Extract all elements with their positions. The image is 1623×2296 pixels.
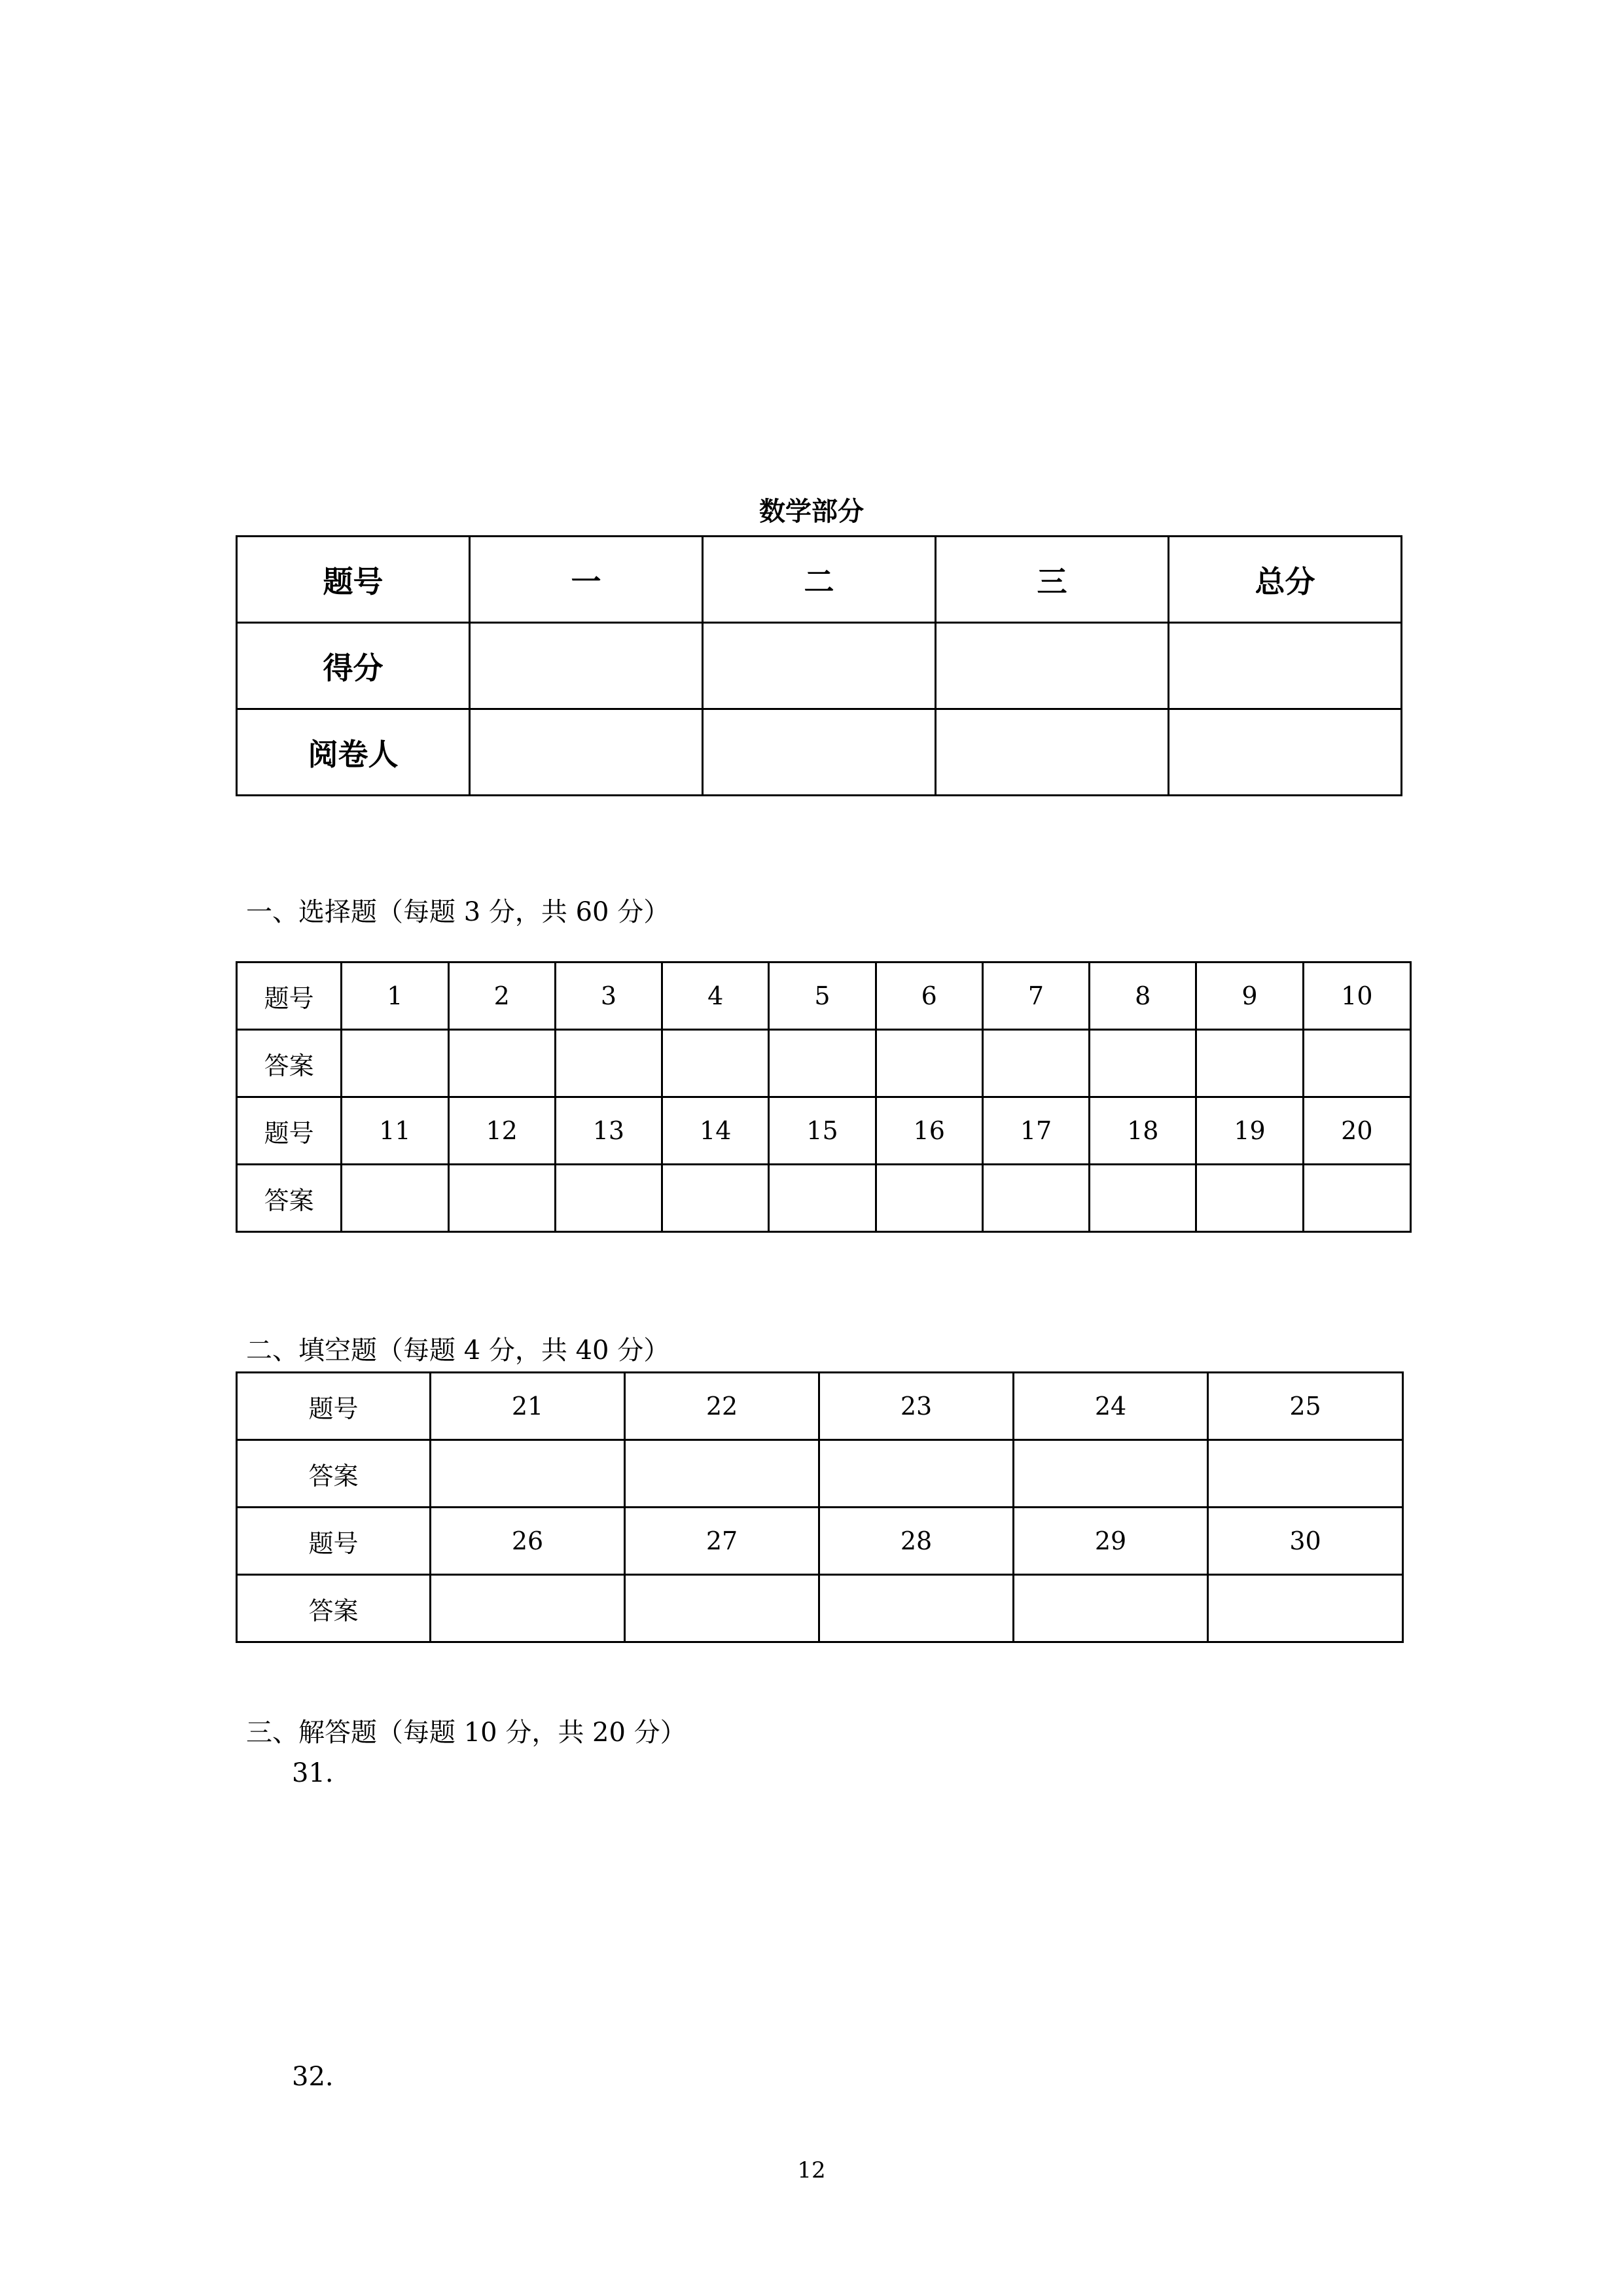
question-number-cell: 16 (876, 1097, 982, 1165)
score-cell[interactable] (1169, 623, 1402, 709)
answer-cell[interactable] (1196, 1030, 1303, 1097)
question-number-cell: 22 (625, 1373, 819, 1440)
table-row (237, 1440, 1403, 1508)
question-number-cell: 11 (342, 1097, 448, 1165)
answer-cell[interactable] (1196, 1165, 1303, 1232)
score-cell[interactable] (936, 623, 1169, 709)
question-number-cell: 1 (342, 963, 448, 1030)
score-table (236, 535, 1402, 796)
answer-cell[interactable] (625, 1440, 819, 1508)
section-heading-fill: 二、填空题（每题 4 分，共 40 分） (246, 1335, 670, 1366)
question-number-cell: 20 (1303, 1097, 1410, 1165)
question-number-cell: 15 (769, 1097, 876, 1165)
score-table-row (237, 623, 1402, 709)
score-table-header-row (237, 537, 1402, 623)
answer-cell[interactable] (1303, 1165, 1410, 1232)
table-row (237, 1508, 1403, 1575)
score-row-label: 得分 (237, 623, 470, 709)
row-label-answer: 答案 (237, 1440, 431, 1508)
score-header-cell: 二 (703, 537, 936, 623)
score-header-cell: 总分 (1169, 537, 1402, 623)
question-number-cell: 5 (769, 963, 876, 1030)
row-label-number: 题号 (237, 1097, 342, 1165)
question-number-cell: 27 (625, 1508, 819, 1575)
answer-cell[interactable] (555, 1030, 662, 1097)
question-number-cell: 21 (431, 1373, 625, 1440)
section-heading-solve: 三、解答题（每题 10 分，共 20 分） (246, 1718, 687, 1748)
grader-cell[interactable] (703, 709, 936, 796)
row-label-number: 题号 (237, 963, 342, 1030)
answer-cell[interactable] (769, 1165, 876, 1232)
question-number-cell: 3 (555, 963, 662, 1030)
table-row (237, 1165, 1411, 1232)
answer-cell[interactable] (982, 1165, 1089, 1232)
grader-cell[interactable] (1169, 709, 1402, 796)
answer-cell[interactable] (448, 1030, 555, 1097)
question-number-cell: 30 (1208, 1508, 1403, 1575)
question-number-cell: 24 (1014, 1373, 1208, 1440)
score-header-cell: 三 (936, 537, 1169, 623)
answer-cell[interactable] (1090, 1165, 1196, 1232)
row-label-answer: 答案 (237, 1165, 342, 1232)
question-number-cell: 9 (1196, 963, 1303, 1030)
grader-cell[interactable] (470, 709, 703, 796)
question-32-label: 32. (292, 2062, 334, 2092)
row-label-number: 题号 (237, 1508, 431, 1575)
answer-cell[interactable] (1208, 1575, 1403, 1642)
question-number-cell: 8 (1090, 963, 1196, 1030)
score-cell[interactable] (470, 623, 703, 709)
question-number-cell: 14 (662, 1097, 769, 1165)
question-number-cell: 28 (819, 1508, 1014, 1575)
question-number-cell: 29 (1014, 1508, 1208, 1575)
answer-cell[interactable] (1303, 1030, 1410, 1097)
question-number-cell: 25 (1208, 1373, 1403, 1440)
answer-cell[interactable] (431, 1575, 625, 1642)
answer-cell[interactable] (876, 1030, 982, 1097)
answer-cell[interactable] (1014, 1440, 1208, 1508)
grader-cell[interactable] (936, 709, 1169, 796)
page-title: 数学部分 (759, 497, 864, 527)
answer-cell[interactable] (1208, 1440, 1403, 1508)
question-number-cell: 26 (431, 1508, 625, 1575)
question-number-cell: 6 (876, 963, 982, 1030)
fill-answer-table (236, 1371, 1404, 1643)
page-number: 12 (797, 2157, 826, 2183)
question-number-cell: 18 (1090, 1097, 1196, 1165)
answer-cell[interactable] (819, 1440, 1014, 1508)
question-number-cell: 23 (819, 1373, 1014, 1440)
answer-cell[interactable] (982, 1030, 1089, 1097)
score-cell[interactable] (703, 623, 936, 709)
answer-cell[interactable] (625, 1575, 819, 1642)
score-header-cell: 一 (470, 537, 703, 623)
answer-cell[interactable] (876, 1165, 982, 1232)
answer-cell[interactable] (342, 1030, 448, 1097)
question-number-cell: 13 (555, 1097, 662, 1165)
score-row-label: 阅卷人 (237, 709, 470, 796)
question-31-label: 31. (292, 1758, 334, 1788)
choice-answer-table (236, 961, 1412, 1233)
score-table-row (237, 709, 1402, 796)
answer-cell[interactable] (662, 1165, 769, 1232)
question-number-cell: 2 (448, 963, 555, 1030)
table-row (237, 1575, 1403, 1642)
answer-cell[interactable] (448, 1165, 555, 1232)
answer-cell[interactable] (1090, 1030, 1196, 1097)
row-label-answer: 答案 (237, 1575, 431, 1642)
row-label-answer: 答案 (237, 1030, 342, 1097)
table-row (237, 1030, 1411, 1097)
table-row (237, 1097, 1411, 1165)
row-label-number: 题号 (237, 1373, 431, 1440)
question-number-cell: 7 (982, 963, 1089, 1030)
answer-cell[interactable] (819, 1575, 1014, 1642)
table-row (237, 963, 1411, 1030)
question-number-cell: 17 (982, 1097, 1089, 1165)
answer-cell[interactable] (1014, 1575, 1208, 1642)
question-number-cell: 19 (1196, 1097, 1303, 1165)
answer-cell[interactable] (662, 1030, 769, 1097)
question-number-cell: 4 (662, 963, 769, 1030)
answer-cell[interactable] (342, 1165, 448, 1232)
question-number-cell: 10 (1303, 963, 1410, 1030)
question-number-cell: 12 (448, 1097, 555, 1165)
table-row (237, 1373, 1403, 1440)
score-header-cell: 题号 (237, 537, 470, 623)
section-heading-choice: 一、选择题（每题 3 分，共 60 分） (246, 897, 670, 927)
answer-cell[interactable] (431, 1440, 625, 1508)
answer-cell[interactable] (555, 1165, 662, 1232)
answer-cell[interactable] (769, 1030, 876, 1097)
